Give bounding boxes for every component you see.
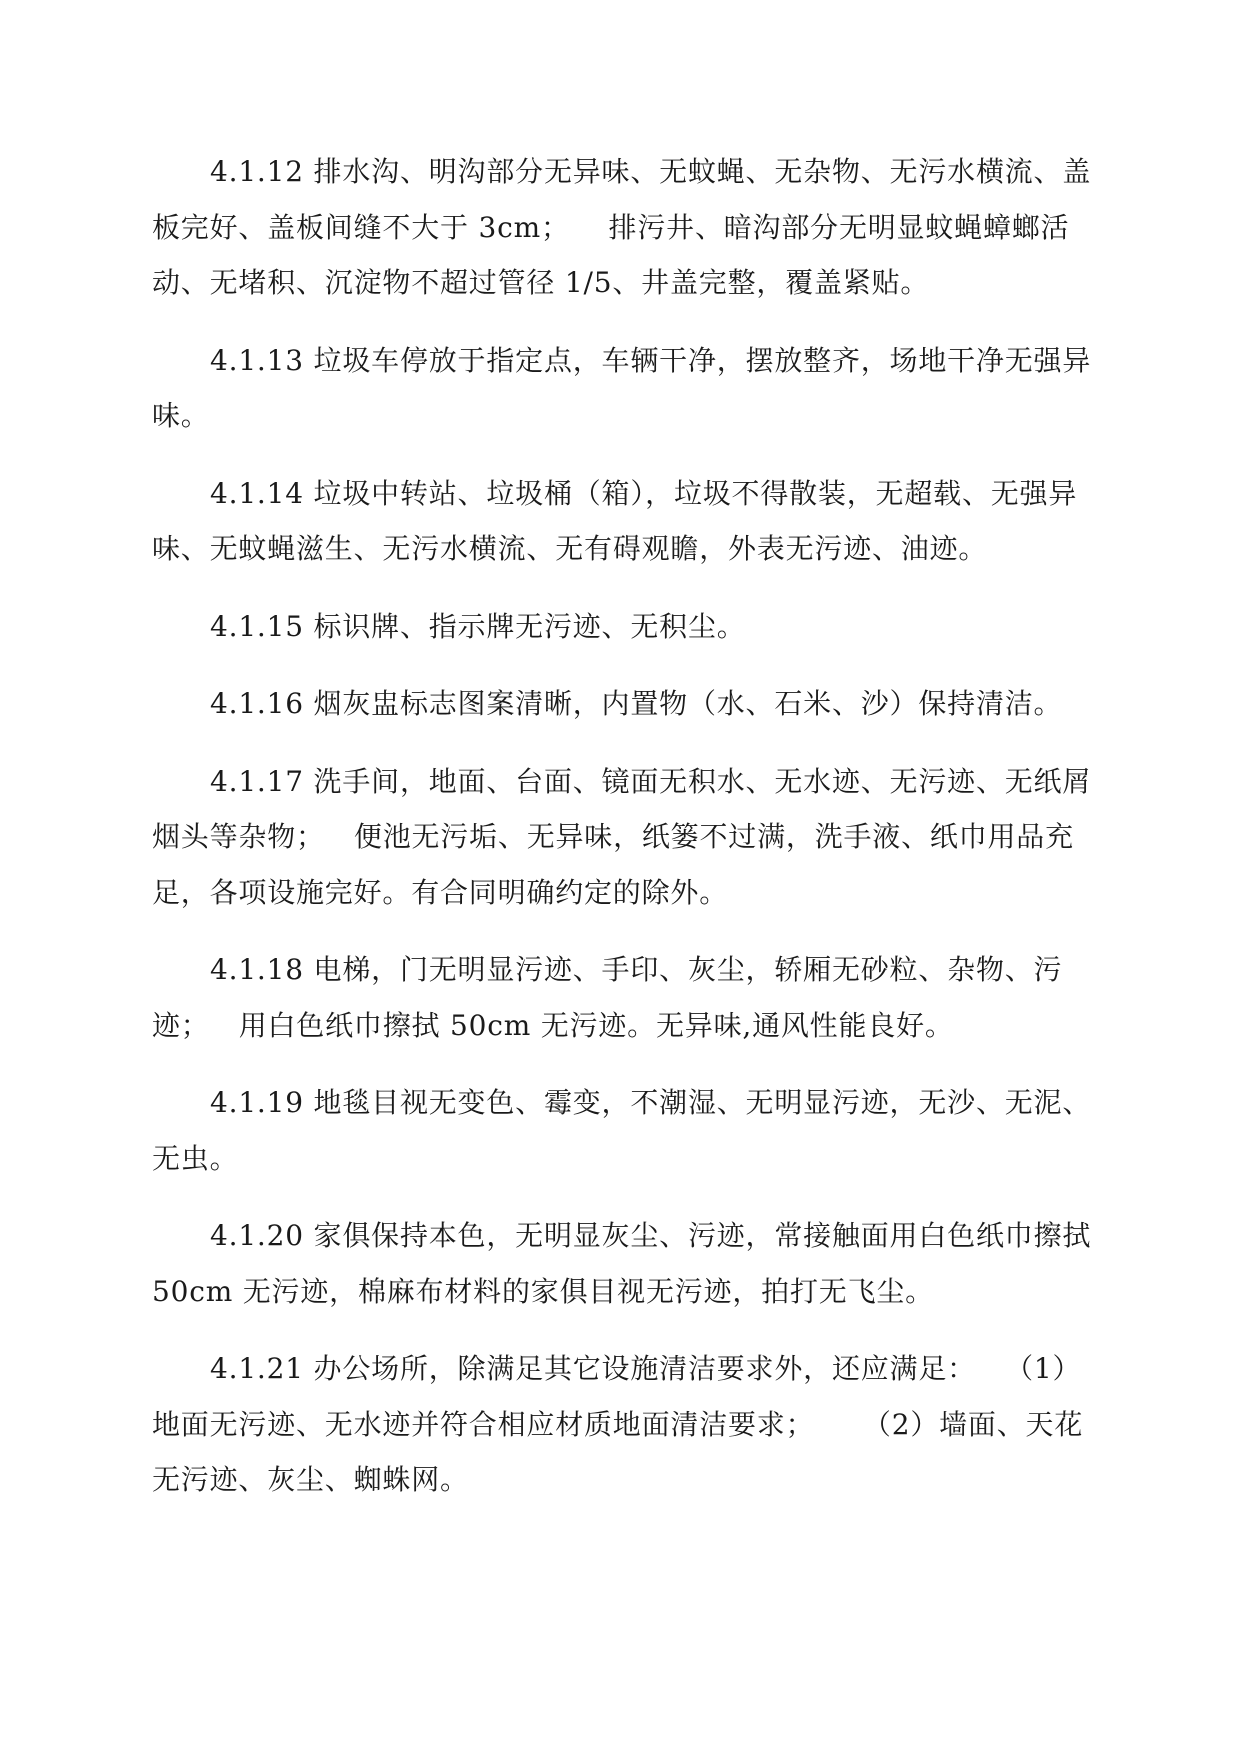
paragraph-4-1-20: 4.1.20 家俱保持本色，无明显灰尘、污迹，常接触面用白色纸巾擦拭 50cm 无污迹，棉麻布材料的家俱目视无污迹，拍打无飞尘。 xyxy=(152,1219,1101,1308)
paragraph-4-1-18: 4.1.18 电梯，门无明显污迹、手印、灰尘，轿厢无砂粒、杂物、污迹； 用白色纸巾擦拭 50cm 无污迹。无异味,通风性能良好。 xyxy=(152,953,1063,1042)
paragraph-4-1-13: 4.1.13 垃圾车停放于指定点，车辆干净，摆放整齐，场地干净无强异味。 xyxy=(152,343,1092,432)
paragraph-4-1-19: 4.1.19 地毯目视无变色、霉变，不潮湿、无明显污迹，无沙、无泥、无虫。 xyxy=(152,1086,1092,1175)
paragraph-4-1-14: 4.1.14 垃圾中转站、垃圾桶（箱），垃圾不得散装，无超载、无强异味、无蚊蝇滋生、无污水横流、无有碍观瞻，外表无污迹、油迹。 xyxy=(152,476,1078,565)
paragraph-4-1-12: 4.1.12 排水沟、明沟部分无异味、无蚊蝇、无杂物、无污水横流、盖板完好、盖板间缝不大于 3cm； 排污井、暗沟部分无明显蚊蝇蟑螂活动、无堵积、沉淀物不超过管径 1/5、井盖完整，覆盖紧贴。 xyxy=(152,155,1092,299)
paragraph-4-1-15: 4.1.15 标识牌、指示牌无污迹、无积尘。 xyxy=(210,609,746,643)
document-body xyxy=(152,144,1101,1530)
paragraph-4-1-21: 4.1.21 办公场所，除满足其它设施清洁要求外，还应满足： （1）地面无污迹、无水迹并符合相应材质地面清洁要求； （2）墙面、天花无污迹、灰尘、蜘蛛网。 xyxy=(152,1352,1084,1496)
paragraph-4-1-16: 4.1.16 烟灰盅标志图案清晰，内置物（水、石米、沙）保持清洁。 xyxy=(210,687,1063,720)
paragraph-4-1-17: 4.1.17 洗手间，地面、台面、镜面无积水、无水迹、无污迹、无纸屑烟头等杂物； 便池无污垢、无异味，纸篓不过满，洗手液、纸巾用品充足，各项设施完好。有合同明确约定的除外。 xyxy=(152,764,1092,909)
